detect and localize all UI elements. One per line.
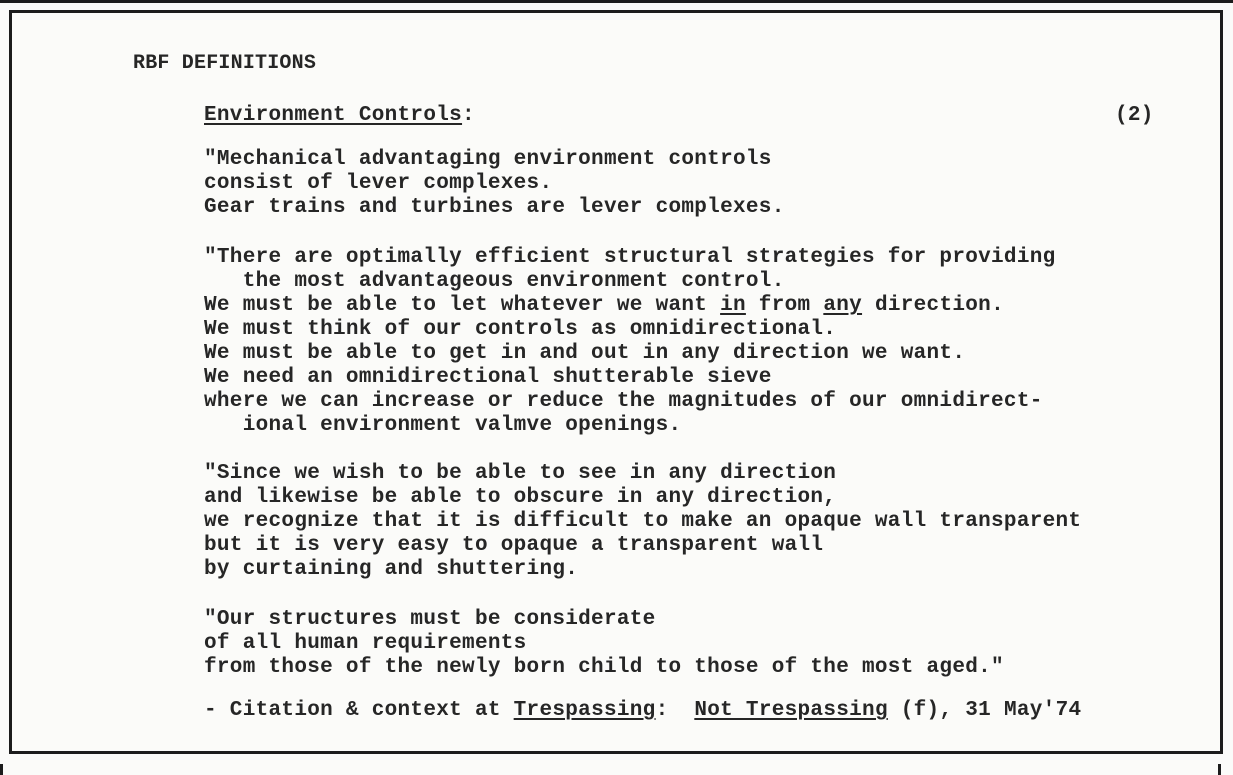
text-line: "Since we wish to be able to see in any direction bbox=[204, 462, 837, 485]
text-line: consist of lever complexes. bbox=[204, 172, 553, 195]
text-line: "There are optimally efficient structural strategies for providing bbox=[204, 246, 1056, 269]
text-line: but it is very easy to opaque a transparent wall bbox=[204, 534, 824, 557]
citation-source: Trespassing bbox=[513, 699, 656, 722]
citation-colon: : bbox=[655, 699, 695, 722]
bottom-strip-left-edge bbox=[0, 764, 3, 775]
section-title-colon: : bbox=[462, 104, 475, 127]
text-line: "Our structures must be considerate bbox=[204, 608, 656, 631]
word-any: any bbox=[823, 294, 863, 317]
text-line-let-in bbox=[204, 294, 1004, 318]
citation-prefix: - Citation & context at bbox=[204, 699, 514, 722]
text-line: We must be able to get in and out in any direction we want. bbox=[204, 342, 966, 365]
top-rule bbox=[0, 0, 1233, 3]
let-before: We must be able to let whatever we want bbox=[204, 294, 721, 317]
word-in: in bbox=[720, 294, 746, 317]
text-line: We must think of our controls as omnidirectional. bbox=[204, 318, 837, 341]
text-line: of all human requirements bbox=[204, 632, 527, 655]
text-line: We need an omnidirectional shutterable sieve bbox=[204, 366, 772, 389]
bottom-strip bbox=[0, 764, 1233, 775]
text-line: ional environment valmve openings. bbox=[204, 414, 682, 437]
text-line: the most advantageous environment control. bbox=[204, 270, 785, 293]
document-heading: RBF DEFINITIONS bbox=[133, 52, 317, 75]
bottom-strip-right-edge bbox=[1218, 764, 1221, 775]
section-number: (2) bbox=[1115, 104, 1154, 127]
text-line: we recognize that it is difficult to make an opaque wall transparent bbox=[204, 510, 1082, 533]
text-line: and likewise be able to obscure in any direction, bbox=[204, 486, 837, 509]
text-line: by curtaining and shuttering. bbox=[204, 558, 579, 581]
citation-suffix: (f), 31 May'74 bbox=[887, 699, 1082, 722]
text-line: where we can increase or reduce the magnitudes of our omnidirect- bbox=[204, 390, 1043, 413]
text-line: "Mechanical advantaging environment controls bbox=[204, 148, 772, 171]
section-title-text: Environment Controls bbox=[204, 104, 463, 127]
text-line: Gear trains and turbines are lever complexes. bbox=[204, 196, 785, 219]
citation-subsource: Not Trespassing bbox=[694, 699, 888, 722]
let-after: direction. bbox=[862, 294, 1004, 317]
citation-line bbox=[204, 699, 1081, 723]
text-line: from those of the newly born child to those of the most aged." bbox=[204, 656, 1004, 679]
section-title bbox=[204, 104, 475, 128]
let-middle: from bbox=[745, 294, 824, 317]
